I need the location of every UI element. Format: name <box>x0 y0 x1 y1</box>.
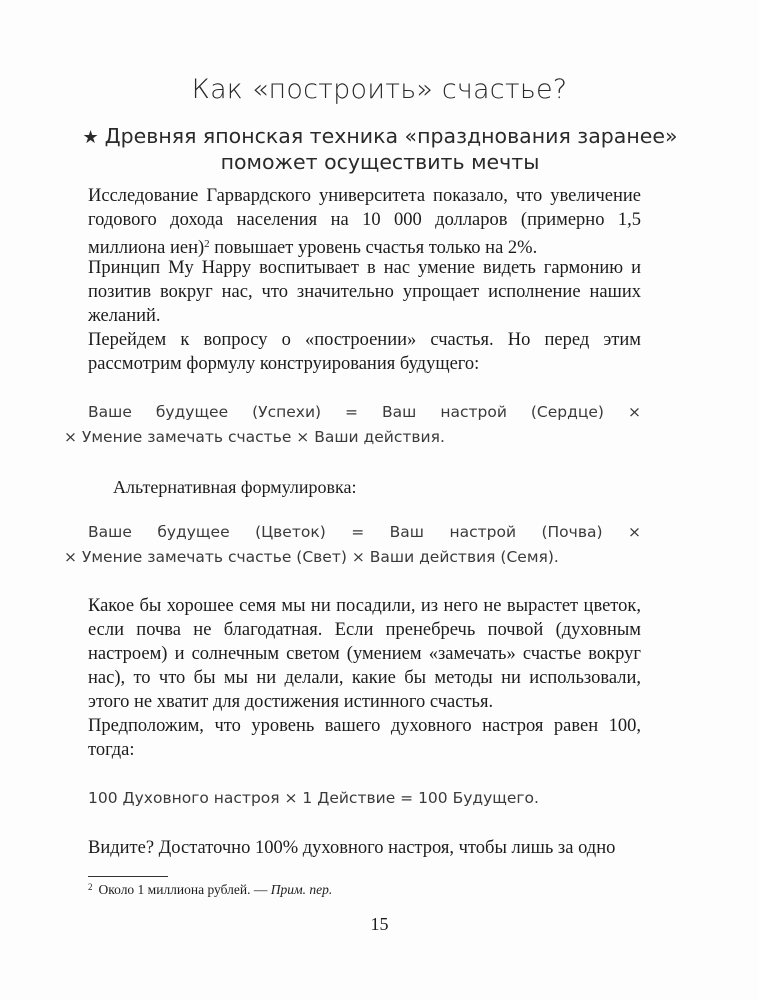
page-title: Как «построить» счастье? <box>191 74 568 105</box>
formula-1-line-2: × Умение замечать счастье × Ваши действия. <box>64 428 445 446</box>
alternative-label: Альтернативная формулировка: <box>113 477 357 497</box>
footnote-divider <box>88 876 168 877</box>
formula-2-line-1: Ваше будущее (Цветок) = Ваш настрой (Почва) × <box>88 523 641 541</box>
paragraph-suppose: Предположим, что уровень вашего духовного настроя равен 100, тогда: <box>88 716 641 760</box>
page-number: 15 <box>370 914 389 934</box>
paragraph-see: Видите? Достаточно 100% духовного настроя, чтобы лишь за одно <box>88 838 616 858</box>
subtitle-line-2: поможет осуществить мечты <box>220 150 540 174</box>
star-icon: ★ <box>82 127 99 148</box>
footnote-translator-note: Прим. пер. <box>270 882 333 897</box>
formula-2-line-2: × Умение замечать счастье (Свет) × Ваши действия (Семя). <box>64 548 559 566</box>
subtitle <box>60 124 700 175</box>
footnote: $^2$ Около 1 миллиона рублей. — Прим. пер. <box>88 882 333 897</box>
formula-2 <box>64 520 641 570</box>
formula-1-line-1: Ваше будущее (Успехи) = Ваш настрой (Сердце) × <box>88 403 641 421</box>
footnote-ref[interactable]: 2 <box>204 238 210 250</box>
paragraph-my-happy: Принцип My Happy воспитывает в нас умение видеть гармонию и позитив вокруг нас, что значительно упрощает исполнение наших желаний. <box>88 258 641 326</box>
paragraph-seed: Какое бы хорошее семя мы ни посадили, из него не вырастет цветок, если почва не благодатная. Если пренебречь почвой (духовным настроем) и солнечным светом (умением «замечать» счастье вокруг нас), то что бы мы ни делали, какие бы методы ни использовали, этого не хватит для достижения истинного счастья. <box>88 596 641 712</box>
paragraph-formula-intro: Перейдем к вопросу о «построении» счастья. Но перед этим рассмотрим формулу конструирования будущего: <box>88 330 641 374</box>
footnote-mark: 2 <box>88 882 93 892</box>
paragraph-harvard: Исследование Гарвардского университета показало, что увеличение годового дохода населения на 10 000 долларов (примерно 1,5 миллиона иен)$^2$ повышает уровень счастья только на 2%. <box>88 186 641 258</box>
subtitle-text-1: Древняя японская техника «празднования заранее» <box>104 124 678 148</box>
formula-1 <box>64 400 641 450</box>
formula-3: 100 Духовного настроя × 1 Действие = 100 Будущего. <box>88 789 539 807</box>
subtitle-line-1 <box>60 124 700 150</box>
